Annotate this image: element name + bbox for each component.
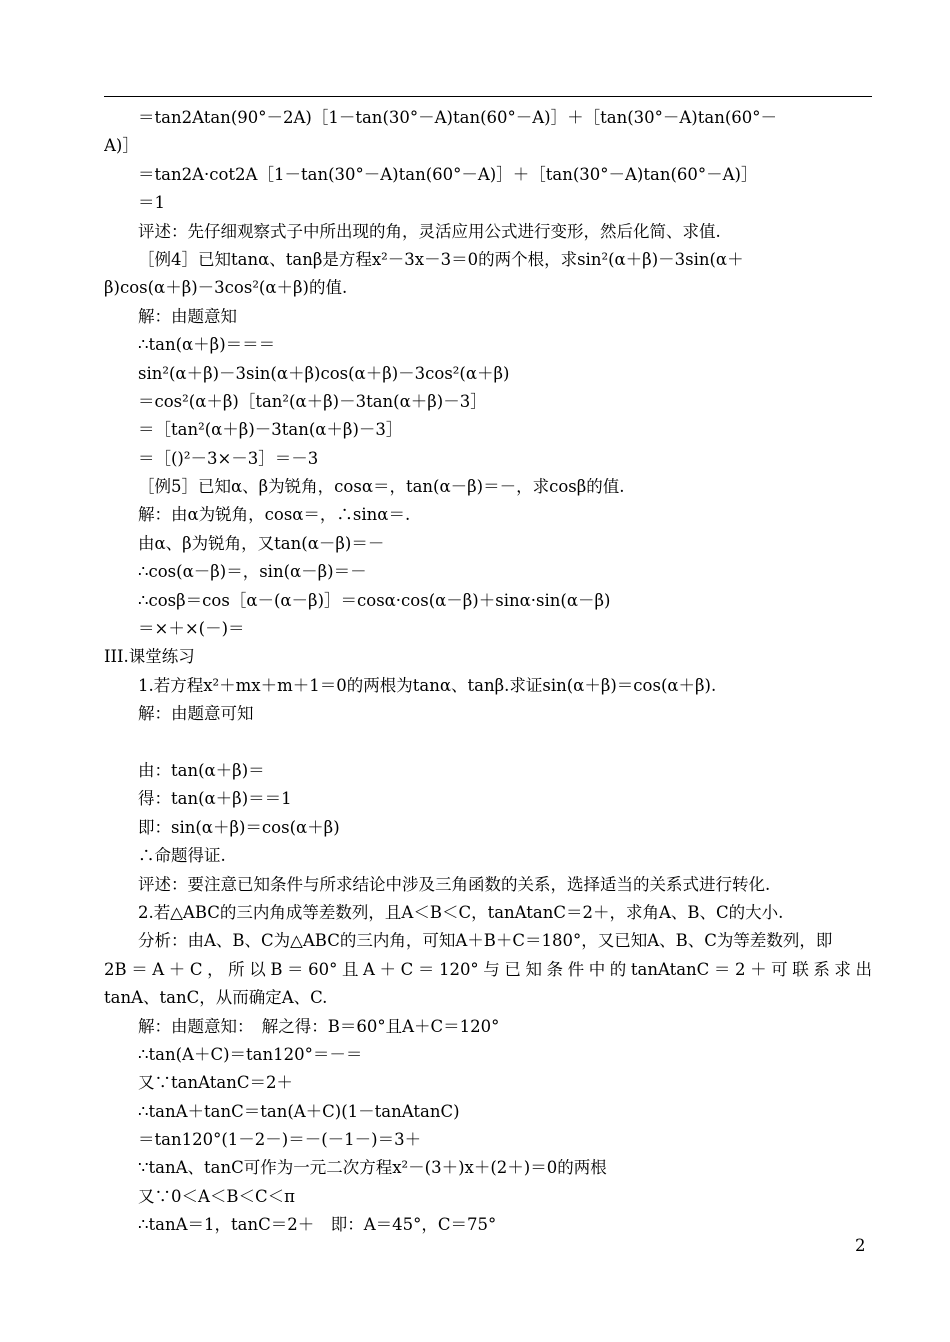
text-line: ＝cos²(α＋β)［tan²(α＋β)－3tan(α＋β)－3］ xyxy=(138,391,487,411)
text-line: ∴cosβ＝cos［α－(α－β)］＝cosα·cos(α－β)＋sinα·sin(α－β) xyxy=(138,590,611,610)
header-rule xyxy=(104,96,872,97)
text-line: ∴tanA＋tanC＝tan(A＋C)(1－tanAtanC) xyxy=(138,1101,460,1121)
text-line: 解：由α为锐角，cosα＝，∴sinα＝. xyxy=(138,505,411,525)
text-line: 2B＝A＋C，所以B＝60°且A＋C＝120°与已知条件中的tanAtanC＝2＋可联系求出 xyxy=(104,959,872,979)
text-line: ∴命题得证. xyxy=(138,846,226,866)
text-line: ＝tan2Atan(90°－2A)［1－tan(30°－A)tan(60°－A)］＋［tan(30°－A)tan(60°－ xyxy=(138,108,778,127)
text-line: 评述：先仔细观察式子中所出现的角，灵活应用公式进行变形，然后化简、求值. xyxy=(138,221,721,241)
text-line: 由α、β为锐角，又tan(α－β)＝－ xyxy=(138,533,385,553)
text-line: ∴tan(A＋C)＝tan120°＝－＝ xyxy=(138,1044,363,1064)
text-line: 又∵tanAtanC＝2＋ xyxy=(138,1073,293,1093)
text-line: 解：由题意知 xyxy=(138,306,237,326)
text-line: ∴cos(α－β)＝，sin(α－β)＝－ xyxy=(138,562,367,582)
text-line: tanA、tanC，从而确定A、C. xyxy=(104,988,328,1008)
document-body xyxy=(104,104,872,1240)
text-line: 评述：要注意已知条件与所求结论中涉及三角函数的关系，选择适当的关系式进行转化. xyxy=(138,874,771,894)
text-line: 得：tan(α＋β)＝＝1 xyxy=(138,789,292,809)
text-line: ［例4］已知tanα、tanβ是方程x²－3x－3＝0的两个根，求sin²(α＋β)－3sin(α＋ xyxy=(138,249,744,269)
page-number: 2 xyxy=(855,1236,866,1255)
text-line: ＝×＋×(－)＝ xyxy=(138,619,245,639)
text-line: ＝［()²－3×－3］＝－3 xyxy=(138,448,319,468)
text-line: 即：sin(α＋β)＝cos(α＋β) xyxy=(138,817,340,837)
text-line: ＝tan120°(1－2－)＝－(－1－)＝3＋ xyxy=(138,1130,422,1150)
text-line: A)］ xyxy=(104,136,139,156)
text-line: ∴tanA＝1，tanC＝2＋ 即：A＝45°，C＝75° xyxy=(138,1215,497,1235)
text-line: 解：由题意可知 xyxy=(138,704,254,724)
text-line: 又∵0＜A＜B＜C＜π xyxy=(138,1186,296,1206)
text-line: ∵tanA、tanC可作为一元二次方程x²－(3＋)x＋(2＋)＝0的两根 xyxy=(138,1158,607,1178)
blank-line xyxy=(104,729,872,757)
text-line: ∴tan(α＋β)＝＝＝ xyxy=(138,335,276,355)
text-line: 1.若方程x²＋mx＋m＋1＝0的两根为tanα、tanβ.求证sin(α＋β)＝cos(α＋β). xyxy=(138,675,717,695)
section-heading: III.课堂练习 xyxy=(104,647,195,667)
text-line: ＝1 xyxy=(138,193,165,213)
text-line: 解：由题意知： 解之得：B＝60°且A＋C＝120° xyxy=(138,1016,500,1036)
text-line: 2.若△ABC的三内角成等差数列，且A＜B＜C，tanAtanC＝2＋，求角A、B、C的大小. xyxy=(138,902,784,922)
text-line: ＝［tan²(α＋β)－3tan(α＋β)－3］ xyxy=(138,420,403,440)
text-line: 分析：由A、B、C为△ABC的三内角，可知A＋B＋C＝180°，又已知A、B、C为等差数列，即 xyxy=(138,931,833,951)
text-line: sin²(α＋β)－3sin(α＋β)cos(α＋β)－3cos²(α＋β) xyxy=(138,363,510,383)
text-line: 由：tan(α＋β)＝ xyxy=(138,760,265,780)
text-line: ［例5］已知α、β为锐角，cosα＝，tan(α－β)＝－，求cosβ的值. xyxy=(138,477,625,497)
text-line: ＝tan2A·cot2A［1－tan(30°－A)tan(60°－A)］＋［tan(30°－A)tan(60°－A)］ xyxy=(138,164,758,184)
text-line: β)cos(α＋β)－3cos²(α＋β)的值. xyxy=(104,278,348,298)
